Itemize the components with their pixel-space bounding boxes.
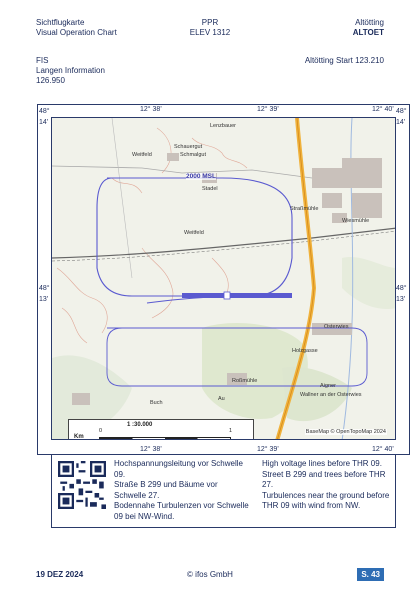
place-label: Schmalgut bbox=[180, 152, 206, 158]
note-line: Street B 299 and trees before THR 27. bbox=[262, 469, 386, 489]
coord-right-3: 48° bbox=[396, 285, 407, 292]
place-label: Aigner bbox=[320, 383, 336, 389]
note-line: Turbulences near the ground before bbox=[262, 490, 390, 500]
footer bbox=[36, 570, 384, 579]
coord-bottom-1: 12° 38' bbox=[140, 446, 162, 453]
scale-one: 1 bbox=[229, 428, 233, 434]
coord-left-2: 14' bbox=[39, 119, 49, 126]
ppr-label: PPR bbox=[201, 18, 219, 27]
coord-bottom-2: 12° 39' bbox=[257, 446, 279, 453]
fis-name: Langen Information bbox=[36, 66, 105, 75]
place-label: Wiesmühle bbox=[342, 218, 370, 224]
place-label: Osterwies bbox=[324, 324, 349, 330]
qr-code-icon[interactable] bbox=[58, 461, 106, 509]
note-line: 09. bbox=[114, 469, 126, 479]
coord-left-4: 13' bbox=[39, 296, 49, 303]
runway-marker bbox=[224, 292, 230, 299]
place-label: Weitfeld bbox=[132, 152, 152, 158]
issue-date: 19 DEZ 2024 bbox=[36, 570, 84, 579]
scale-ruler bbox=[99, 437, 231, 440]
start-frequency: Altötting Start 123.210 bbox=[304, 56, 384, 65]
place-label: Schauergut bbox=[174, 144, 203, 150]
frequency-info bbox=[36, 56, 384, 86]
note-line: 09 bei NW-Wind. bbox=[114, 511, 175, 521]
place-label: Buch bbox=[150, 400, 163, 406]
road bbox=[52, 166, 312, 178]
scale-zero: 0 bbox=[99, 428, 103, 434]
note-line: Schwelle 27. bbox=[114, 490, 160, 500]
coord-left-3: 48° bbox=[39, 285, 50, 292]
chart-type-subtitle: Visual Operation Chart bbox=[36, 28, 117, 37]
coord-right-1: 48° bbox=[396, 108, 407, 115]
coord-right-2: 14' bbox=[396, 119, 406, 126]
note-line: Straße B 299 und Bäume vor bbox=[114, 480, 218, 489]
notes-german bbox=[114, 459, 256, 522]
coord-bottom-3: 12° 40' bbox=[372, 446, 394, 453]
scale-unit: Km bbox=[74, 434, 84, 440]
note-line: Hochspannungsleitung vor Schwelle bbox=[114, 459, 243, 468]
note-line: THR 09 with wind from NW. bbox=[262, 501, 361, 510]
header bbox=[36, 18, 384, 48]
aerodrome-map bbox=[51, 117, 396, 440]
traffic-pattern bbox=[97, 178, 292, 296]
copyright: © ifos GmbH bbox=[187, 570, 233, 579]
notes-english bbox=[262, 459, 396, 512]
place-label: Stadel bbox=[202, 186, 218, 192]
contour-lines bbox=[57, 128, 247, 343]
page-number-badge: S. 43 bbox=[357, 568, 384, 581]
map-credit: BaseMap © OpenTopoMap 2024 bbox=[305, 429, 386, 435]
scale-bar bbox=[68, 419, 254, 440]
coord-right-4: 13' bbox=[396, 296, 406, 303]
place-label: Wallner an der Osterwies bbox=[300, 392, 362, 398]
runway bbox=[182, 293, 292, 298]
forest-area bbox=[342, 257, 396, 309]
place-label: Holzgasse bbox=[292, 348, 318, 354]
coord-left-1: 48° bbox=[39, 108, 50, 115]
fis-frequency: 126.950 bbox=[36, 76, 65, 85]
railway bbox=[52, 228, 396, 258]
chart-type-title: Sichtflugkarte bbox=[36, 18, 85, 27]
elevation-label: ELEV 1312 bbox=[189, 28, 231, 37]
place-label: Au bbox=[218, 396, 225, 402]
airfield-code: ALTOET bbox=[352, 28, 384, 37]
altitude-label: 2000 MSL bbox=[186, 173, 216, 180]
notes-box bbox=[51, 455, 396, 528]
fis-label: FIS bbox=[36, 56, 49, 65]
coord-top-1: 12° 38' bbox=[140, 106, 162, 113]
note-line: Bodennahe Turbulenzen vor Schwelle bbox=[114, 501, 249, 510]
airfield-name: Altötting bbox=[355, 18, 384, 27]
place-label: Weitfeld bbox=[184, 230, 204, 236]
place-label: Straßmühle bbox=[290, 206, 319, 212]
note-line: High voltage lines before THR 09. bbox=[262, 459, 382, 468]
coord-top-2: 12° 39' bbox=[257, 106, 279, 113]
place-label: Lenzbauer bbox=[210, 123, 236, 129]
scale-label: 1 :30.000 bbox=[127, 422, 153, 428]
place-label: Roßmühle bbox=[232, 378, 258, 384]
coord-top-3: 12° 40' bbox=[372, 106, 394, 113]
